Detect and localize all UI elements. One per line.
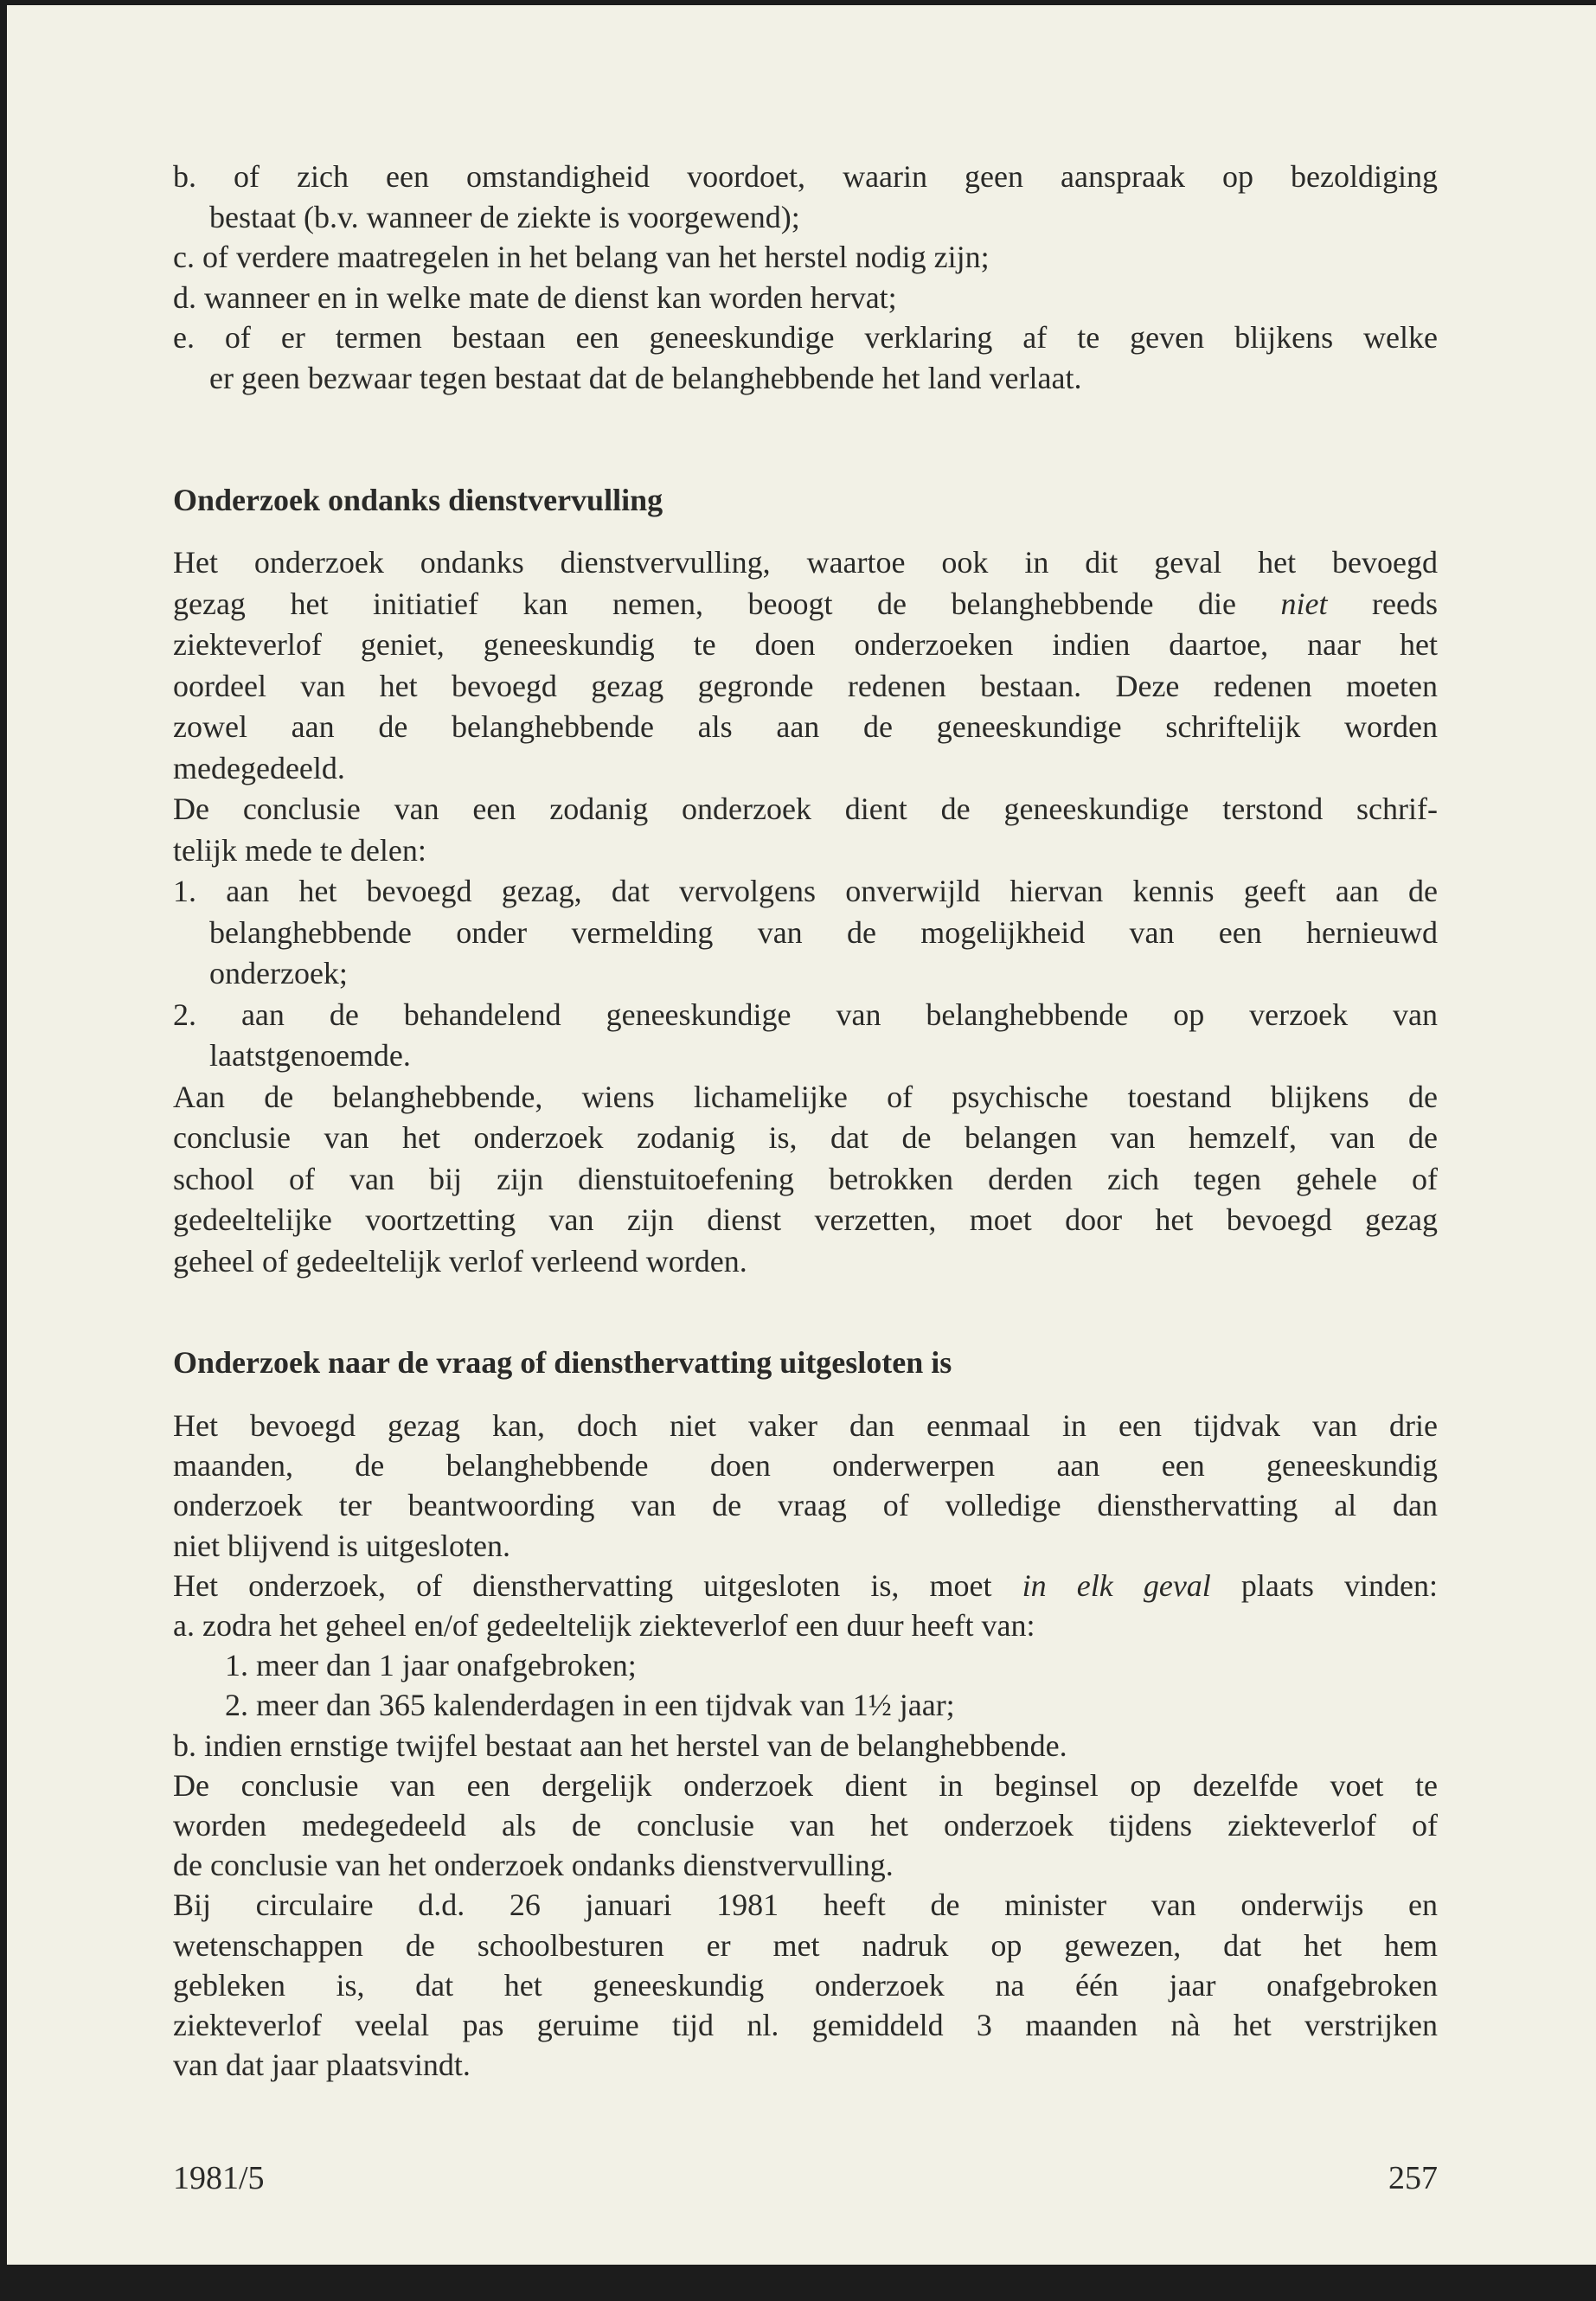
text-line: belanghebbende onder vermelding van de mogelijkheid van een hernieuwd xyxy=(209,914,1438,950)
text-line: d. wanneer en in welke mate de dienst kan worden hervat; xyxy=(173,279,897,315)
text-line: van dat jaar plaatsvindt. xyxy=(173,2048,471,2083)
text-line: ziekteverlof veelal pas geruime tijd nl. gemiddeld 3 maanden nà het verstrijken xyxy=(173,2008,1438,2043)
text-line: c. of verdere maatregelen in het belang van het herstel nodig zijn; xyxy=(173,240,990,274)
text-line: ziekteverlof geniet, geneeskundig te doen onderzoeken indien daartoe, naar het xyxy=(173,627,1438,662)
text-line: Bij circulaire d.d. 26 januari 1981 heeft de minister van onderwijs en xyxy=(173,1888,1438,1923)
text-segment: Het onderzoek, of diensthervatting uitgesloten is, moet xyxy=(173,1567,1022,1603)
text-line: Aan de belanghebbende, wiens lichamelijke of psychische toestand blijkens de xyxy=(173,1079,1438,1114)
page-number: 257 xyxy=(1388,2160,1438,2196)
issue-number: 1981/5 xyxy=(173,2160,265,2196)
text-line: de conclusie van het onderzoek ondanks dienstvervulling. xyxy=(173,1848,894,1883)
text-line: a. zodra het geheel en/of gedeeltelijk ziekteverlof een duur heeft van: xyxy=(173,1608,1035,1644)
document-page xyxy=(7,5,1596,2265)
text-line: niet blijvend is uitgesloten. xyxy=(173,1528,510,1563)
text-line: er geen bezwaar tegen bestaat dat de belanghebbende het land verlaat. xyxy=(209,360,1082,395)
text-line: geheel of gedeeltelijk verlof verleend worden. xyxy=(173,1243,747,1279)
text-segment: plaats vinden: xyxy=(1210,1567,1439,1603)
text-line: 2. meer dan 365 kalenderdagen in een tijdvak van 1½ jaar; xyxy=(225,1688,955,1723)
text-line: worden medegedeeld als de conclusie van het onderzoek tijdens ziekteverlof of xyxy=(173,1808,1438,1843)
section-heading-2: Onderzoek naar de vraag of diensthervatting uitgesloten is xyxy=(173,1345,952,1380)
text-line: Het onderzoek ondanks dienstvervulling, waartoe ook in dit geval het bevoegd xyxy=(173,545,1438,580)
text-line: school of van bij zijn dienstuitoefening betrokken derden zich tegen gehele of xyxy=(173,1161,1438,1196)
text-line: gebleken is, dat het geneeskundig onderzoek na één jaar onafgebroken xyxy=(173,1967,1438,2003)
text-line: maanden, de belanghebbende doen onderwerpen aan een geneeskundig xyxy=(173,1448,1438,1484)
text-segment: reeds xyxy=(1327,586,1438,621)
text-line: medegedeeld. xyxy=(173,750,345,785)
text-line xyxy=(173,1566,1438,1606)
text-line: bestaat (b.v. wanneer de ziekte is voorgewend); xyxy=(209,199,800,234)
text-line: 1. aan het bevoegd gezag, dat vervolgens onverwijld hiervan kennis geeft aan de xyxy=(173,874,1438,908)
text-segment: gezag het initiatief kan nemen, beoogt de belanghebbende die xyxy=(173,586,1281,621)
italic-text: in elk geval xyxy=(1022,1567,1211,1603)
text-line: 1. meer dan 1 jaar onafgebroken; xyxy=(225,1648,637,1683)
text-line: onderzoek; xyxy=(209,956,348,990)
text-line: Het bevoegd gezag kan, doch niet vaker dan eenmaal in een tijdvak van drie xyxy=(173,1408,1438,1443)
text-line: b. indien ernstige twijfel bestaat aan het herstel van de belanghebbende. xyxy=(173,1727,1067,1763)
text-line: 2. aan de behandelend geneeskundige van belanghebbende op verzoek van xyxy=(173,997,1438,1032)
list-top xyxy=(173,157,1438,398)
italic-text: niet xyxy=(1280,586,1328,621)
text-line: gedeeltelijke voortzetting van zijn dienst verzetten, moet door het bevoegd gezag xyxy=(173,1202,1438,1237)
text-line: oordeel van het bevoegd gezag gegronde redenen bestaan. Deze redenen moeten xyxy=(173,668,1438,703)
text-line xyxy=(173,584,1438,625)
section-1-body xyxy=(173,542,1438,1282)
text-line: De conclusie van een zodanig onderzoek dient de geneeskundige terstond schrif- xyxy=(173,792,1438,826)
section-2-body xyxy=(173,1406,1438,2085)
text-line: onderzoek ter beantwoording van de vraag of volledige diensthervatting al dan xyxy=(173,1488,1438,1523)
text-line: e. of er termen bestaan een geneeskundige verklaring af te geven blijkens welke xyxy=(173,320,1438,355)
text-line: zowel aan de belanghebbende als aan de geneeskundige schriftelijk worden xyxy=(173,709,1438,744)
text-line: telijk mede te delen: xyxy=(173,832,426,868)
text-line: conclusie van het onderzoek zodanig is, dat de belangen van hemzelf, van de xyxy=(173,1120,1438,1155)
text-line: De conclusie van een dergelijk onderzoek dient in beginsel op dezelfde voet te xyxy=(173,1767,1438,1803)
text-line: wetenschappen de schoolbesturen er met nadruk op gewezen, dat het hem xyxy=(173,1927,1438,1963)
text-line: b. of zich een omstandigheid voordoet, waarin geen aanspraak op bezoldiging xyxy=(173,159,1438,194)
section-heading-1: Onderzoek ondanks dienstvervulling xyxy=(173,483,663,517)
text-line: laatstgenoemde. xyxy=(209,1038,411,1073)
